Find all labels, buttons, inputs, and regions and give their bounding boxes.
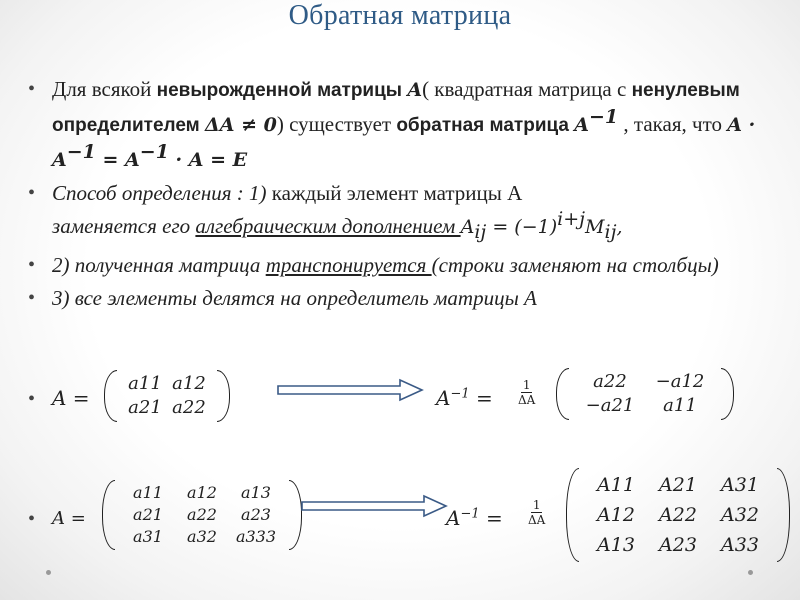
decorative-dot: [748, 570, 753, 575]
matrix-cells: [569, 368, 721, 420]
matrix-cell: A11: [597, 474, 635, 496]
matrix-cell: a12: [172, 373, 206, 394]
term-underlined: алгебраическим дополнением: [195, 214, 461, 238]
matrix-cell: A21: [659, 474, 697, 496]
matrix-cells: [115, 480, 289, 550]
matrix-cell: a22: [172, 397, 206, 418]
matrix-cell: a13: [241, 483, 271, 502]
formula-3x3: [18, 468, 798, 588]
bullet-dot: •: [28, 508, 36, 530]
matrix-cell: A23: [659, 534, 697, 556]
matrix-cell: a21: [133, 505, 163, 524]
math: A: [460, 216, 475, 238]
matrix-cell: a333: [235, 527, 277, 546]
text-italic: 3) все элементы делятся на определитель матрицы A: [52, 286, 537, 311]
fraction-denominator: ΔA: [528, 513, 546, 527]
paren-left: [104, 370, 117, 422]
matrix-label: A =: [52, 386, 90, 410]
fraction: [518, 378, 535, 407]
matrix-cells: [117, 370, 217, 422]
formula-2x2: [18, 368, 798, 428]
matrix-cell: A13: [597, 534, 635, 556]
term-underlined: транспонируется: [265, 253, 432, 278]
term-bold: ненулевым определителем: [52, 80, 740, 136]
bullet-4: [18, 285, 788, 311]
bullet-dot: •: [28, 182, 36, 204]
paren-left: [566, 468, 579, 562]
fraction-denominator: ΔA: [518, 393, 536, 407]
math-sub: ij: [474, 221, 487, 244]
math: · A = E: [168, 149, 248, 171]
matrix-label: A =: [52, 508, 86, 529]
inverse-label-base: A: [446, 506, 461, 530]
text: ) существует: [276, 112, 397, 136]
term-bold: обратная матрица: [396, 115, 575, 136]
paren-right: [777, 468, 790, 562]
math: A: [407, 79, 423, 101]
inverse-label-sup: −1: [450, 386, 470, 402]
math: = A: [95, 149, 140, 171]
text: Для всякой: [52, 77, 157, 101]
math: ΔA ≠ 0: [204, 114, 277, 136]
term-bold: невырожденной матрицы: [156, 80, 408, 101]
inverse-matrix-2x2: [556, 368, 734, 420]
inverse-label: [436, 386, 493, 410]
math: M: [585, 216, 605, 238]
inverse-matrix-3x3: [566, 468, 790, 562]
fraction: [528, 498, 545, 527]
bullet-dot: •: [28, 388, 36, 410]
math: A: [574, 114, 590, 136]
matrix-cell: a11: [663, 395, 697, 416]
math-sub: ij: [604, 221, 617, 244]
matrix-cell: A33: [721, 534, 759, 556]
bullet-dot: •: [28, 254, 36, 277]
arrow-right-icon: [300, 494, 450, 518]
matrix-cell: A22: [659, 504, 697, 526]
decorative-dot: [46, 570, 51, 575]
paren-right: [721, 368, 734, 420]
text: , такая, что: [618, 112, 728, 136]
fraction-numerator: 1: [532, 498, 541, 512]
text: ( квадратная матрица с: [422, 77, 632, 101]
inverse-label-sup: −1: [460, 506, 480, 522]
matrix-cell: a12: [187, 483, 217, 502]
math-sup: −1: [589, 106, 619, 128]
math-sup: −1: [139, 141, 169, 163]
matrix-cell: −a12: [655, 371, 705, 392]
math-sup: −1: [66, 141, 96, 163]
bullet-1: [18, 76, 788, 173]
matrix-cell: a32: [187, 527, 217, 546]
equals-sign: =: [469, 386, 493, 410]
slide-title: Обратная матрица: [288, 0, 512, 31]
paren-left: [556, 368, 569, 420]
bullet-dot: •: [28, 78, 36, 100]
matrix-cell: a31: [133, 527, 163, 546]
bullet-3: [18, 252, 788, 278]
matrix-cells: [579, 468, 777, 562]
math: = (−1): [486, 216, 558, 238]
matrix-cell: a22: [187, 505, 217, 524]
matrix-cell: a21: [128, 397, 162, 418]
math: ,: [616, 216, 623, 238]
text-italic: 2) полученная матрица: [52, 253, 266, 278]
bullet-list: [18, 76, 788, 318]
text-italic: заменяется его: [52, 214, 196, 238]
text: каждый элемент матрицы A: [266, 181, 523, 205]
equals-sign: =: [479, 506, 503, 530]
bullet-dot: •: [28, 287, 36, 310]
inverse-label-base: A: [436, 386, 451, 410]
matrix-cell: a11: [133, 483, 163, 502]
text-italic: (строки заменяют на столбцы): [431, 253, 719, 278]
fraction-numerator: 1: [522, 378, 531, 392]
paren-right: [217, 370, 230, 422]
math-sup: i+j: [557, 208, 586, 230]
matrix-cell: a11: [128, 373, 162, 394]
matrix-cell: A32: [721, 504, 759, 526]
matrix-2x2: [104, 370, 230, 422]
bullet-2: [18, 180, 788, 245]
matrix-3x3: [102, 480, 302, 550]
matrix-cell: a23: [241, 505, 271, 524]
inverse-label: [446, 506, 503, 530]
matrix-cell: A31: [721, 474, 759, 496]
matrix-cell: a22: [593, 371, 627, 392]
math: A · A: [52, 114, 756, 171]
paren-left: [102, 480, 115, 550]
text-italic: Способ определения : 1): [52, 181, 267, 205]
arrow-right-icon: [276, 378, 426, 402]
matrix-cell: −a21: [585, 395, 635, 416]
matrix-cell: A12: [597, 504, 635, 526]
